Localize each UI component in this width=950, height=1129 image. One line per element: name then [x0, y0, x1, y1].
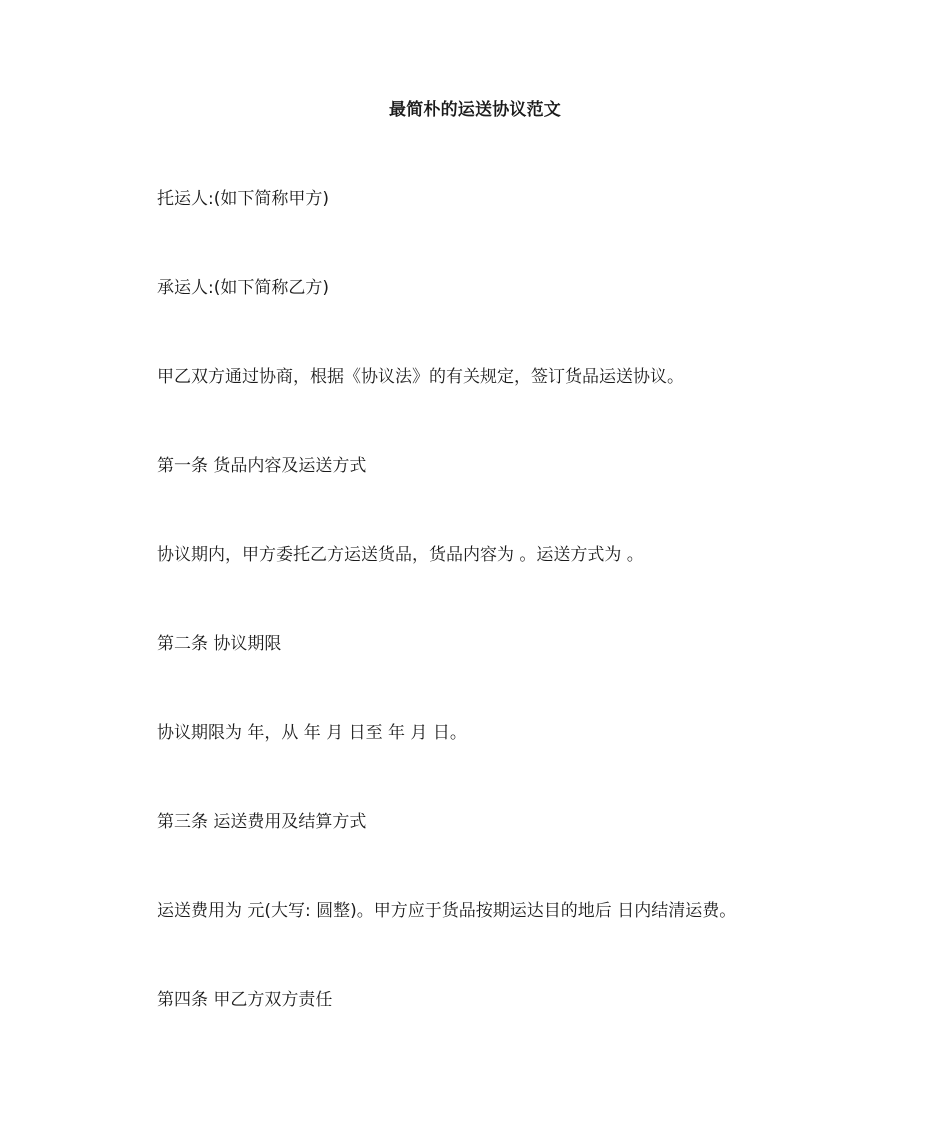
- paragraph-carrier: 承运人:(如下简称乙方): [157, 278, 329, 298]
- article-3-heading: 第三条 运送费用及结算方式: [157, 812, 367, 832]
- document-title: 最简朴的运送协议范文: [389, 100, 561, 120]
- article-2-body: 协议期限为 年，从 年 月 日至 年 月 日。: [157, 723, 467, 743]
- paragraph-preamble: 甲乙双方通过协商，根据《协议法》的有关规定，签订货品运送协议。: [157, 367, 684, 387]
- article-1-heading: 第一条 货品内容及运送方式: [157, 456, 367, 476]
- article-1-body: 协议期内，甲方委托乙方运送货品，货品内容为 。运送方式为 。: [157, 545, 644, 565]
- article-4-heading: 第四条 甲乙方双方责任: [157, 990, 333, 1010]
- paragraph-shipper: 托运人:(如下简称甲方): [157, 189, 329, 209]
- article-3-body: 运送费用为 元(大写: 圆整)。甲方应于货品按期运达目的地后 日内结清运费。: [157, 901, 737, 921]
- article-2-heading: 第二条 协议期限: [157, 634, 282, 654]
